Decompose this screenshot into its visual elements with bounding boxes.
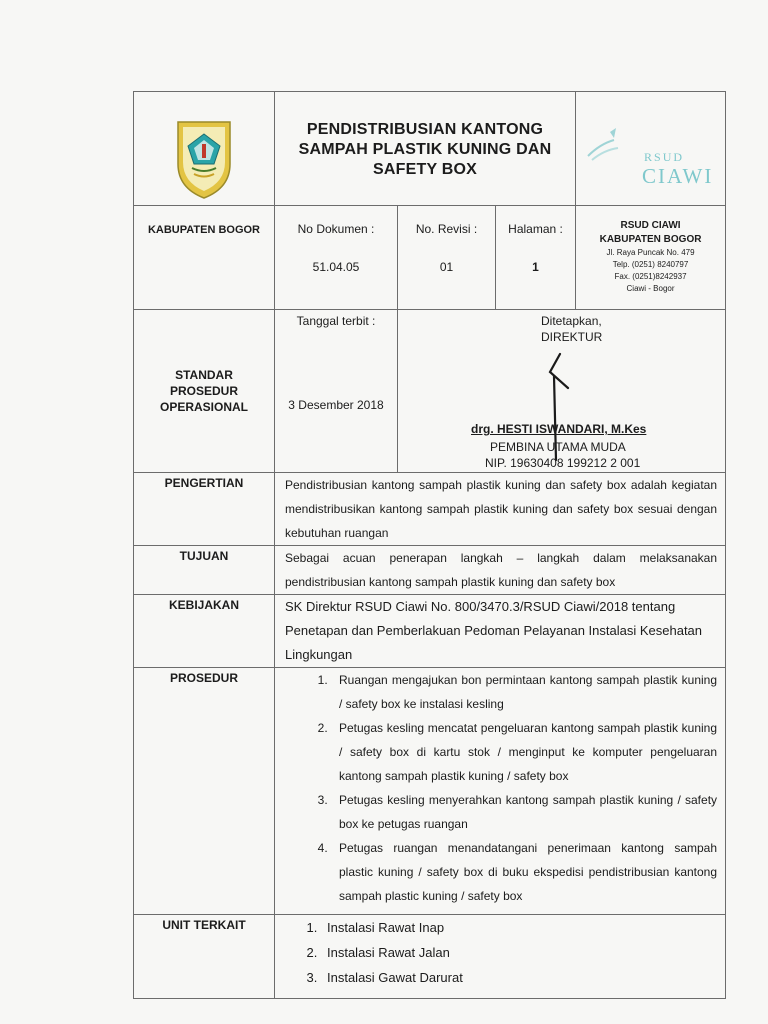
document-title: PENDISTRIBUSIAN KANTONG SAMPAH PLASTIK KUNING DAN SAFETY BOX: [298, 121, 552, 178]
regency-name-cell: [134, 206, 275, 310]
purpose-text: Sebagai acuan penerapan langkah – langkah dalam melaksanakan pendistribusian kantong sampah plastik kuning dan safety box: [275, 546, 726, 595]
issue-date-cell: [275, 310, 398, 473]
doc-number-cell: [275, 206, 398, 310]
units-cell: [275, 915, 726, 999]
procedure-step: 2. Petugas kesling mencatat pengeluaran kantong sampah plastik kuning / safety box di kartu stok / menginput ke komputer pengeluaran kantong sampah plastik kuning / safety box: [331, 716, 717, 788]
page-label: Halaman :: [508, 222, 563, 236]
revision-cell: [398, 206, 496, 310]
sop-label-line: OPERASIONAL: [159, 400, 248, 414]
hospital-regency: KABUPATEN BOGOR: [599, 234, 702, 245]
procedure-cell: [275, 668, 726, 915]
revision-label: No. Revisi :: [415, 222, 478, 236]
procedure-list: [275, 668, 725, 914]
approval-set-label: Ditetapkan,: [541, 314, 602, 328]
hospital-address-cell: [576, 206, 726, 310]
definition-text: Pendistribusian kantong sampah plastik kuning dan safety box adalah kegiatan mendistribusikan kantong sampah plastik kuning dan safety box sesuai dengan kebutuhan ruangan: [275, 473, 726, 546]
hospital-street: Jl. Raya Puncak No. 479: [606, 248, 695, 257]
sop-document: [133, 91, 725, 999]
document-title-cell: [275, 92, 576, 206]
hospital-logo-small-text: RSUD: [644, 150, 685, 164]
hospital-name: RSUD CIAWI: [620, 220, 681, 231]
regency-logo-cell: [134, 92, 275, 206]
page-cell: [496, 206, 576, 310]
regency-name: KABUPATEN BOGOR: [147, 224, 261, 236]
hospital-phone: Telp. (0251) 8240797: [612, 260, 689, 269]
unit-item: 2. Instalasi Rawat Jalan: [321, 940, 717, 965]
sop-label: [134, 367, 274, 415]
hospital-fax: Fax. (0251)8242937: [614, 272, 687, 281]
unit-item: 1. Instalasi Rawat Inap: [321, 915, 717, 940]
sop-table: [133, 91, 726, 999]
policy-label: KEBIJAKAN: [134, 595, 275, 668]
approval-position: DIREKTUR: [541, 330, 603, 344]
units-list: [275, 915, 725, 998]
sop-label-cell: [134, 310, 275, 473]
approval-cell: [398, 310, 726, 473]
issue-date-label: Tanggal terbit :: [296, 314, 376, 328]
procedure-step: 3. Petugas kesling menyerahkan kantong sampah plastik kuning / safety box ke petugas ruangan: [331, 788, 717, 836]
policy-text: SK Direktur RSUD Ciawi No. 800/3470.3/RSUD Ciawi/2018 tentang Penetapan dan Pemberlakuan Pedoman Pelayanan Instalasi Kesehatan Lingkungan: [275, 595, 726, 668]
signer-rank: PEMBINA UTAMA MUDA: [490, 440, 626, 454]
sop-label-line: PROSEDUR: [169, 384, 238, 398]
definition-label: PENGERTIAN: [134, 473, 275, 546]
signer-name: drg. HESTI ISWANDARI, M.Kes: [471, 422, 647, 436]
signer-nip: NIP. 19630408 199212 2 001: [485, 456, 641, 470]
procedure-label: PROSEDUR: [134, 668, 275, 915]
procedure-step: 1. Ruangan mengajukan bon permintaan kantong sampah plastik kuning / safety box ke instalasi kesling: [331, 668, 717, 716]
procedure-step: 4. Petugas ruangan menandatangani penerimaan kantong sampah plastic kuning / safety box di buku ekspedisi pendistribusian kantong sampah plastic kuning / safety box: [331, 836, 717, 908]
doc-number-value: 51.04.05: [312, 260, 360, 274]
doc-number-label: No Dokumen :: [297, 222, 375, 236]
revision-value: 01: [439, 260, 454, 274]
hospital-logo-big-text: CIAWI: [642, 164, 714, 188]
hospital-logo-icon: [586, 126, 636, 166]
hospital-city: Ciawi - Bogor: [626, 284, 675, 293]
regency-emblem-icon: [172, 118, 236, 200]
sop-label-line: STANDAR: [175, 368, 233, 382]
purpose-label: TUJUAN: [134, 546, 275, 595]
page-value: 1: [532, 260, 539, 274]
unit-item: 3. Instalasi Gawat Darurat: [321, 965, 717, 990]
hospital-logo-cell: [576, 92, 726, 206]
units-label: UNIT TERKAIT: [134, 915, 275, 999]
issue-date-value: 3 Desember 2018: [288, 398, 384, 412]
